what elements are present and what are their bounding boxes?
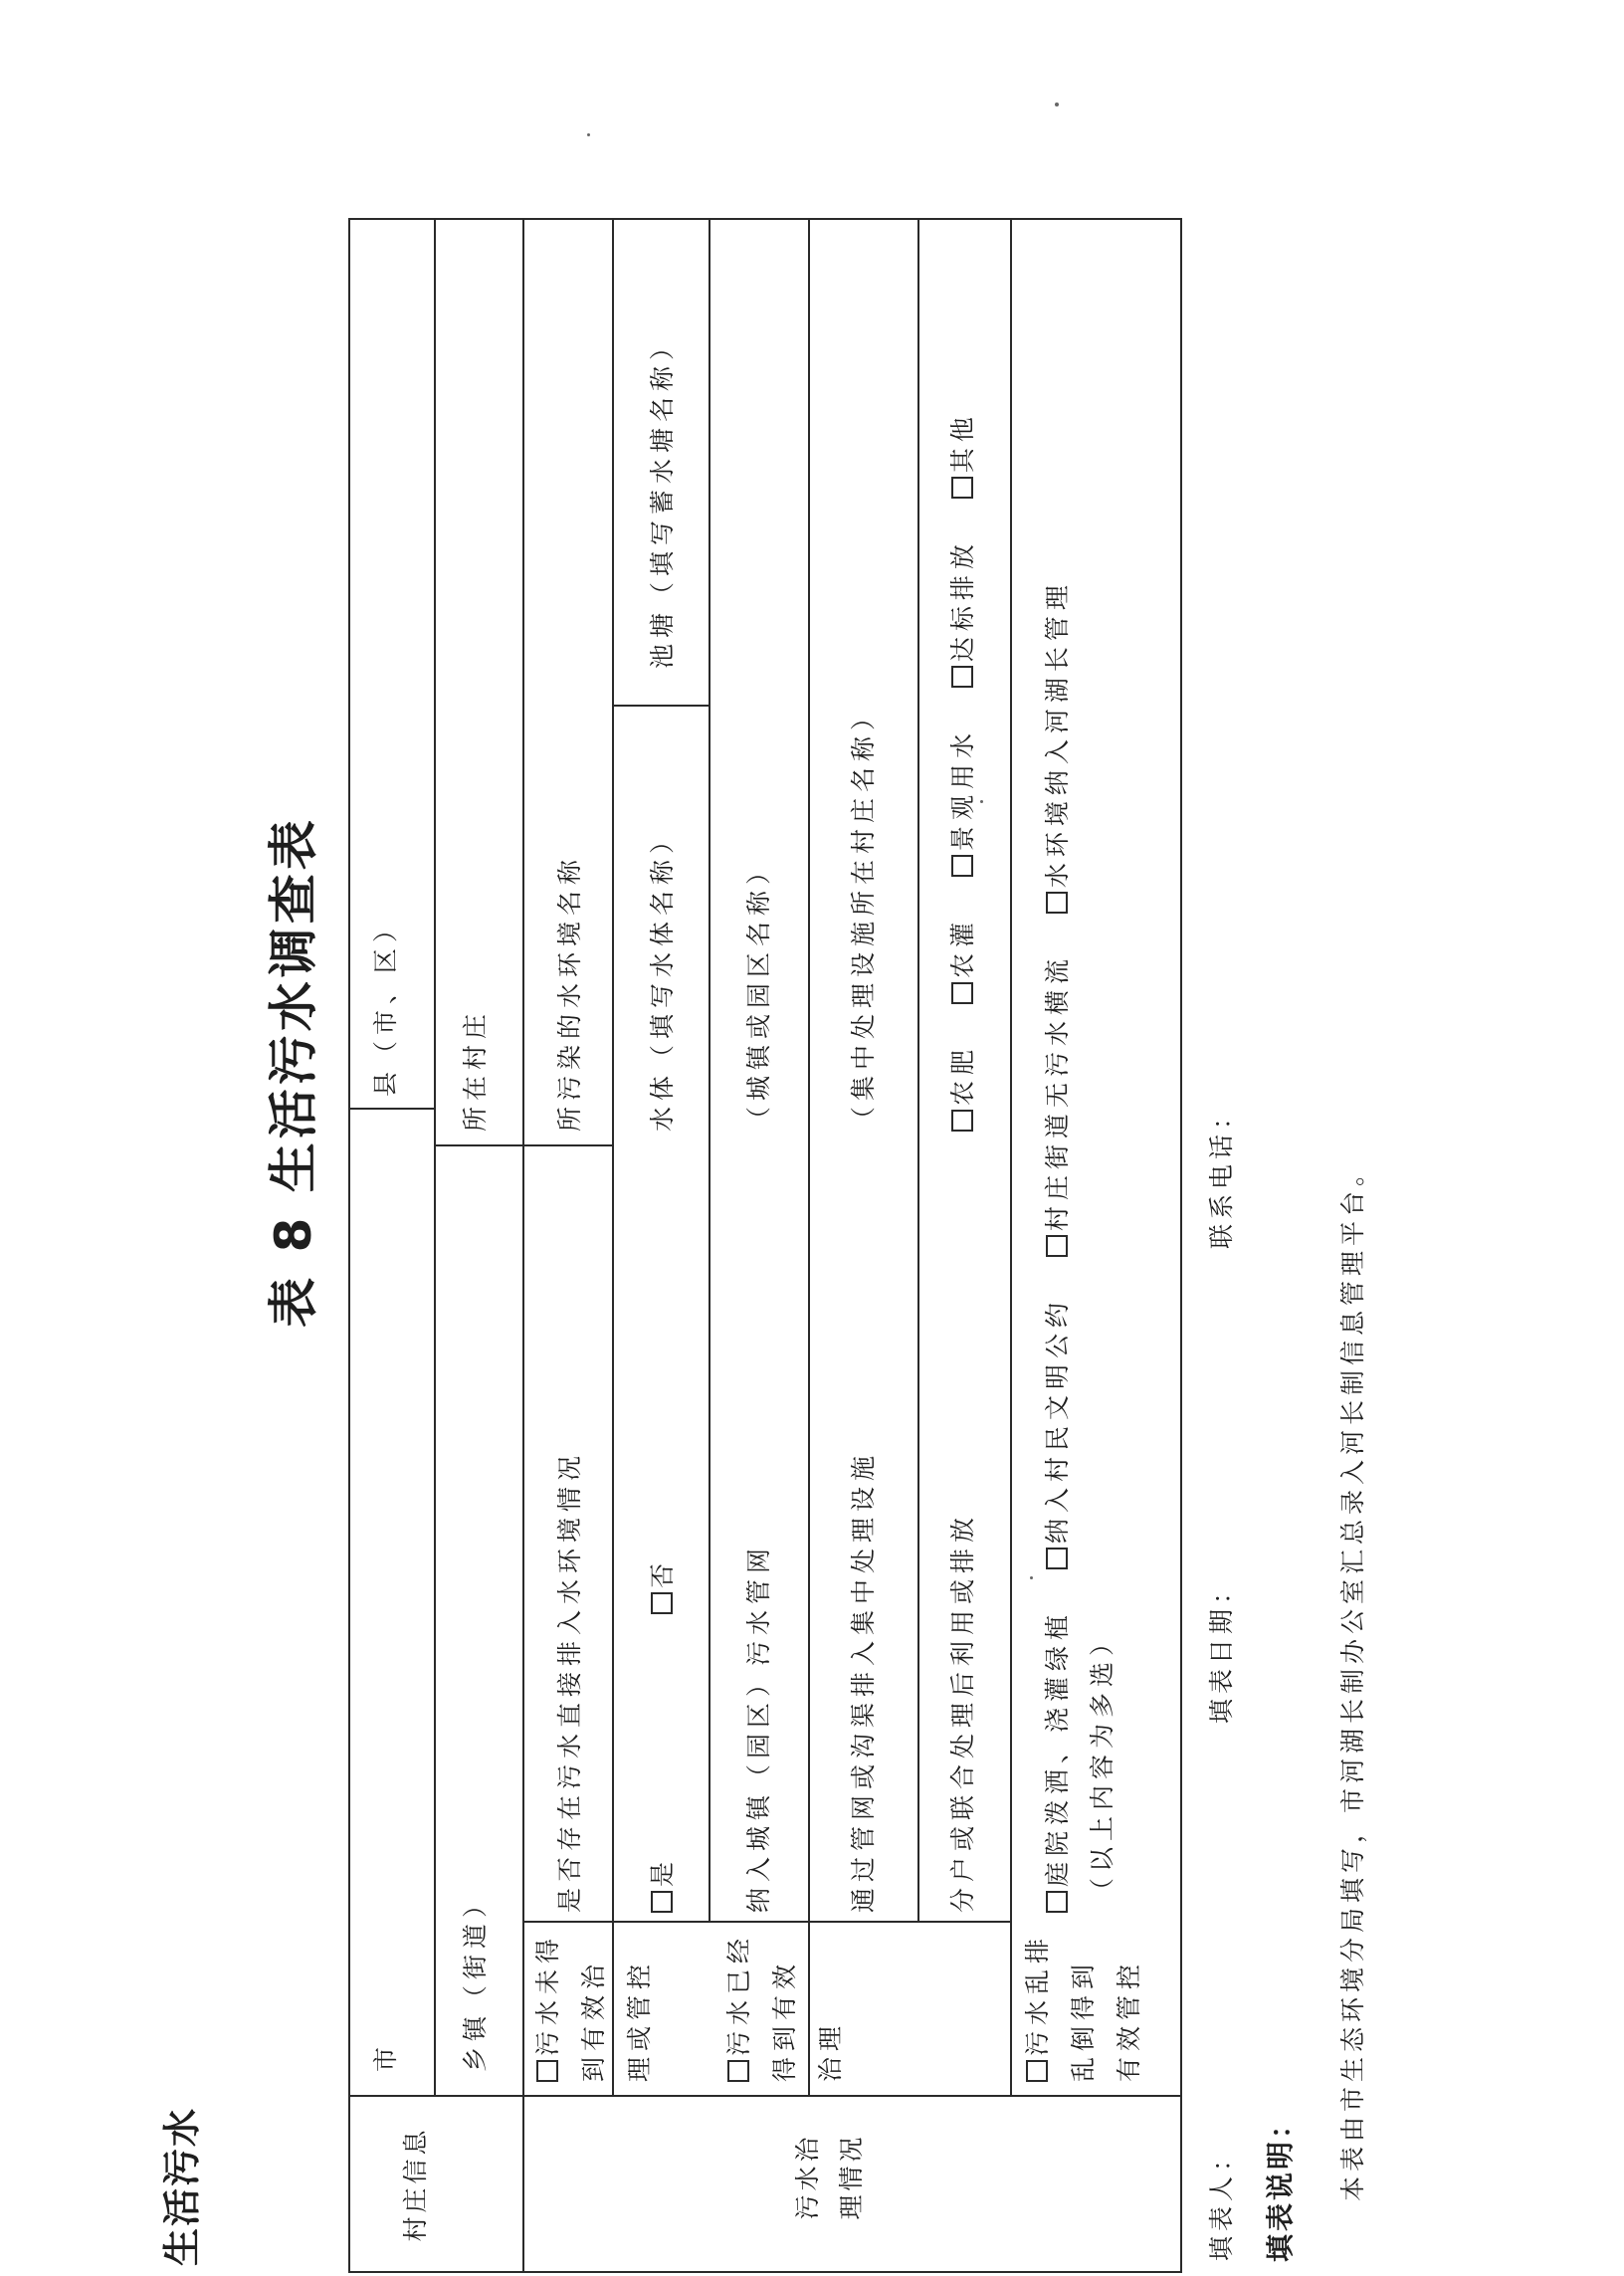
standard-discharge-checkbox[interactable]	[951, 666, 973, 688]
row-divider	[808, 218, 810, 2097]
option-civility-pact: 纳入村民文明公约	[1040, 1297, 1076, 1569]
urban-name-label: （城镇或园区名称）	[744, 853, 773, 1132]
water-body-divider	[612, 705, 710, 707]
managed-category	[1015, 1933, 1152, 2082]
table-border-bottom	[1180, 218, 1182, 2273]
town-label: 乡镇（街道）	[461, 1886, 490, 2072]
row-divider	[709, 218, 710, 1923]
fertilizer-checkbox[interactable]	[951, 1110, 973, 1132]
village-info-divider	[348, 1108, 436, 1110]
row-divider	[917, 218, 919, 1923]
option-irrigation: 农灌	[945, 917, 981, 1004]
household-options	[945, 385, 981, 1132]
notes-heading: 填表说明：	[1264, 2107, 1297, 2262]
no-sewage-street-checkbox[interactable]	[1046, 1235, 1068, 1257]
row-divider	[612, 218, 614, 2097]
header-column-divider	[348, 2095, 1182, 2097]
category-column-divider	[522, 1921, 1010, 1923]
option-other: 其他	[945, 411, 981, 499]
landscape-checkbox[interactable]	[951, 855, 973, 877]
option-standard-discharge: 达标排放	[945, 538, 981, 688]
form-title: 表 8 生活污水调查表	[265, 816, 322, 1328]
treatment-header: 污水治理情况	[793, 2133, 866, 2220]
filler-label: 填表人：	[1207, 2141, 1236, 2261]
row-divider	[1010, 218, 1012, 2097]
centralized-label: 通过管网或沟渠排入集中处理设施	[849, 1449, 878, 1913]
scan-speck	[587, 133, 590, 136]
option-river-chief: 水环境纳入河湖长管理	[1040, 579, 1076, 914]
treated-label: 污水已经得到有效治理	[724, 1932, 845, 2082]
notes-text: 本表由市生态环境分局填写，市河湖长制办公室汇总录入河长制信息管理平台。	[1338, 1155, 1367, 2201]
option-courtyard: 庭院泼洒、浇灌绿植	[1040, 1609, 1076, 1913]
table-border-right	[348, 218, 1182, 220]
scan-speck	[1055, 103, 1059, 106]
yes-checkbox[interactable]	[651, 1891, 673, 1913]
treated-checkbox[interactable]	[727, 2060, 749, 2082]
untreated-category	[525, 1933, 663, 2082]
pond-label: 池塘（填写蓄水塘名称）	[648, 328, 677, 669]
multi-select-note: （以上内容为多选）	[1088, 1624, 1116, 1903]
village-info-divider	[434, 1144, 524, 1146]
option-landscape: 景观用水	[945, 727, 981, 877]
discharge-column-divider	[522, 1144, 612, 1146]
village-label: 所在村庄	[461, 1007, 490, 1132]
urban-network-label: 纳入城镇（园区）污水管网	[744, 1542, 773, 1913]
no-checkbox[interactable]	[651, 1592, 673, 1614]
yes-option	[645, 1856, 681, 1913]
no-option	[645, 1557, 681, 1614]
yes-label: 是	[648, 1855, 677, 1887]
scan-speck	[1030, 1576, 1033, 1579]
water-body-label: 水体（填写水体名称）	[648, 822, 677, 1132]
table-border-left	[348, 2271, 1182, 2273]
irrigation-checkbox[interactable]	[951, 982, 973, 1004]
river-chief-checkbox[interactable]	[1046, 892, 1068, 914]
direct-discharge-question: 是否存在污水直接排入水环境情况	[555, 1449, 584, 1913]
phone-label: 联系电话：	[1207, 1099, 1236, 1249]
managed-label: 污水乱排乱倒得到有效管控	[1023, 1932, 1143, 2082]
treated-category	[716, 1933, 854, 2082]
section-heading: 生活污水	[160, 2106, 204, 2266]
no-label: 否	[648, 1556, 677, 1588]
city-label: 市	[371, 2040, 400, 2072]
untreated-label: 污水未得到有效治理或管控	[533, 1932, 654, 2082]
option-fertilizer: 农肥	[945, 1044, 981, 1132]
managed-checkbox[interactable]	[1026, 2060, 1048, 2082]
row-divider-info-end	[522, 218, 524, 2273]
facility-village-label: （集中处理设施所在村庄名称）	[849, 699, 878, 1132]
village-info-header: 村庄信息	[401, 2126, 430, 2242]
option-no-sewage-street: 村庄街道无污水横流	[1040, 953, 1076, 1257]
household-label: 分户或联合处理后利用或排放	[948, 1511, 977, 1913]
table-border-top	[348, 218, 350, 2273]
civility-pact-checkbox[interactable]	[1046, 1548, 1068, 1569]
county-label: 县（市、区）	[371, 911, 400, 1097]
row-divider-village	[434, 218, 436, 2097]
managed-options	[1040, 553, 1076, 1913]
untreated-checkbox[interactable]	[536, 2060, 558, 2082]
date-label: 填表日期：	[1207, 1573, 1236, 1724]
polluted-env-label: 所污染的水环境名称	[555, 853, 584, 1132]
other-checkbox[interactable]	[951, 477, 973, 499]
courtyard-checkbox[interactable]	[1046, 1891, 1068, 1913]
